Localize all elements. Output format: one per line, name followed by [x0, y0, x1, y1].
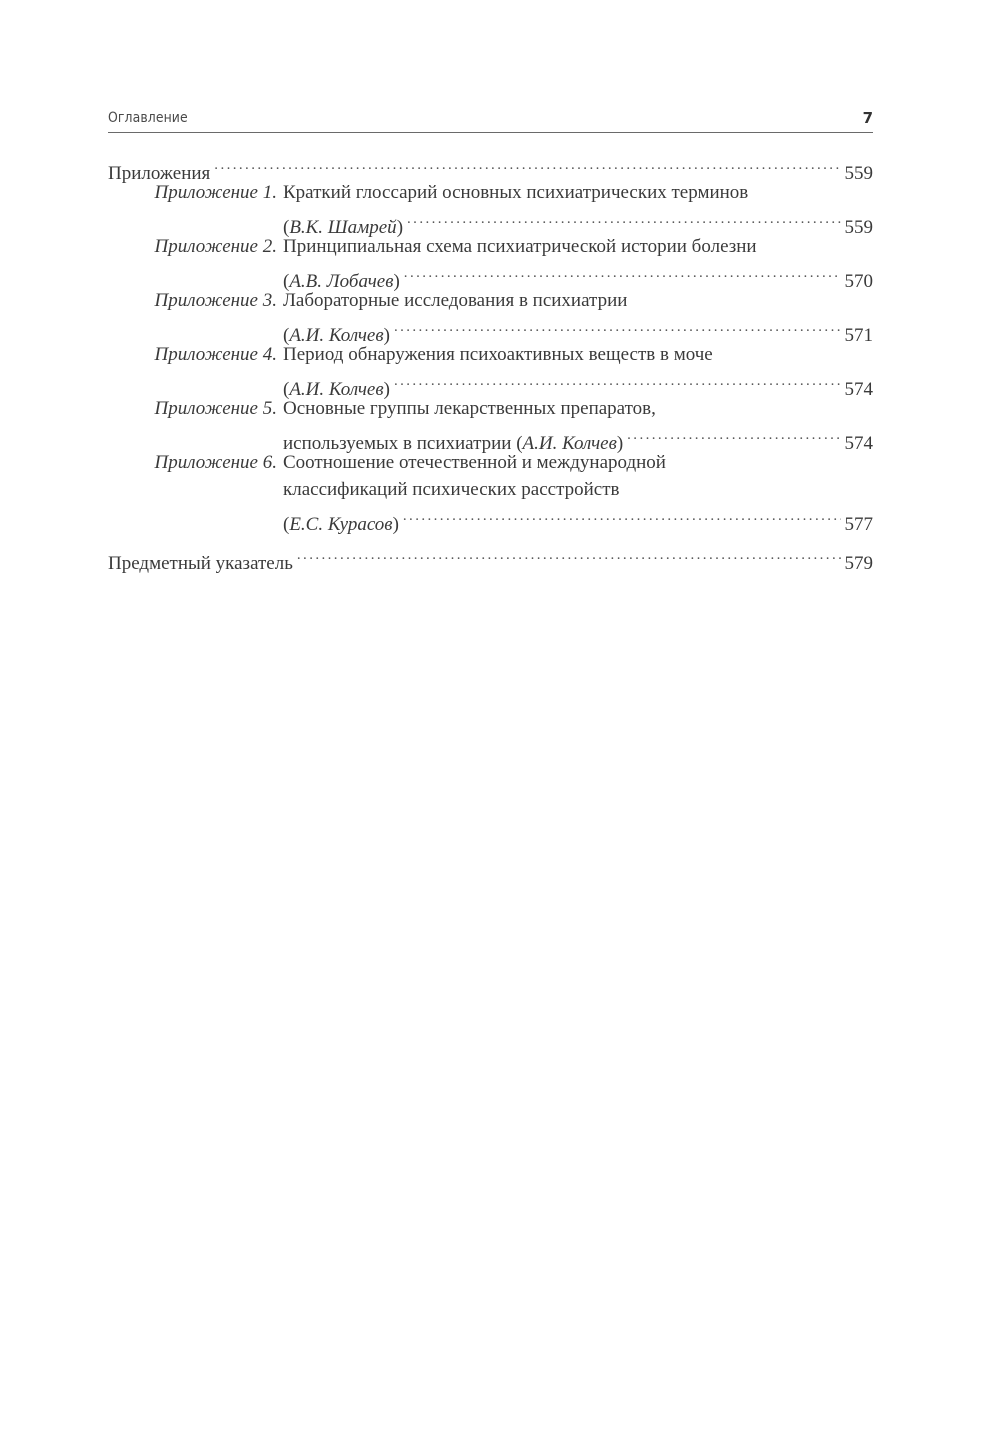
appendix-label: Приложение 4. — [154, 344, 277, 365]
toc-entry-index[interactable] — [108, 542, 873, 574]
toc-page-number: 574 — [844, 379, 873, 400]
appendix-title-line — [283, 341, 873, 368]
paren-open: ( — [283, 514, 290, 535]
paren-close: ) — [392, 514, 399, 535]
paren-open: ( — [283, 271, 290, 292]
appendix-title-line — [283, 233, 873, 260]
toc-entry-appendix-5[interactable] — [108, 395, 873, 454]
page-number: 7 — [862, 109, 873, 127]
toc-page-number: 579 — [844, 553, 873, 574]
toc-page-number: 570 — [844, 271, 873, 292]
appendix-title-continued: используемых в психиатрии ( — [283, 433, 523, 454]
appendix-author-line — [283, 314, 873, 346]
toc-page-number: 577 — [844, 514, 873, 535]
appendix-title-line — [283, 287, 873, 314]
paren-close: ) — [383, 379, 390, 400]
appendix-title-continued: классификаций психических расстройств — [283, 479, 620, 500]
appendix-body — [277, 179, 873, 238]
paren-close: ) — [616, 433, 624, 454]
toc-entry-appendix-4[interactable] — [108, 341, 873, 400]
running-header-title: Оглавление — [108, 110, 188, 126]
appendix-title-line — [283, 179, 873, 206]
appendix-author-line — [283, 422, 873, 454]
dot-leader — [297, 542, 841, 569]
paren-open: ( — [283, 379, 290, 400]
toc-entry-appendix-6[interactable] — [108, 449, 873, 535]
appendix-label: Приложение 2. — [154, 236, 277, 257]
appendix-title-line — [283, 395, 873, 422]
toc-page-number: 574 — [844, 433, 873, 454]
appendix-author-line — [283, 206, 873, 238]
dot-leader — [394, 314, 841, 341]
dot-leader — [214, 152, 840, 179]
dot-leader — [407, 206, 840, 233]
paren-open: ( — [283, 217, 290, 238]
appendix-body — [277, 395, 873, 454]
paren-close: ) — [383, 325, 390, 346]
appendix-title: Краткий глоссарий основных психиатрических терминов — [283, 182, 749, 203]
dot-leader — [394, 368, 841, 395]
appendix-author-line — [283, 503, 873, 535]
appendix-label: Приложение 5. — [154, 398, 277, 419]
appendix-label: Приложение 3. — [154, 290, 277, 311]
spacer — [108, 530, 873, 542]
appendix-title: Период обнаружения психоактивных веществ в моче — [283, 344, 713, 365]
toc-page-number: 559 — [844, 217, 873, 238]
appendix-title-line — [283, 449, 873, 476]
toc-page-number: 571 — [844, 325, 873, 346]
appendix-body — [277, 449, 873, 535]
appendix-author-line — [283, 368, 873, 400]
appendix-author-line — [283, 260, 873, 292]
appendix-author: А.И. Колчев — [289, 379, 384, 400]
appendix-label: Приложение 6. — [154, 452, 277, 473]
running-header — [108, 106, 873, 133]
appendix-author: А.И. Колчев — [289, 325, 384, 346]
paren-close: ) — [396, 217, 404, 238]
appendix-body — [277, 233, 873, 292]
paren-open: ( — [283, 325, 290, 346]
toc-entry-appendix-2[interactable] — [108, 233, 873, 292]
appendix-title-line-2 — [283, 476, 873, 503]
table-of-contents — [108, 152, 873, 574]
toc-entry-appendix-1[interactable] — [108, 179, 873, 238]
toc-entry-appendix-3[interactable] — [108, 287, 873, 346]
appendix-title: Основные группы лекарственных препаратов, — [283, 398, 656, 419]
paren-close: ) — [393, 271, 400, 292]
appendix-author: В.К. Шамрей — [289, 217, 397, 238]
appendix-title: Лабораторные исследования в психиатрии — [283, 290, 628, 311]
appendix-author: Е.С. Курасов — [289, 514, 393, 535]
dot-leader — [403, 503, 841, 530]
toc-entry-title: Предметный указатель — [108, 553, 293, 574]
appendix-body — [277, 287, 873, 346]
appendix-author: А.В. Лобачев — [289, 271, 394, 292]
toc-entry-title: Приложения — [108, 163, 211, 184]
toc-entry-appendices[interactable] — [108, 152, 873, 184]
appendix-author: А.И. Колчев — [522, 433, 617, 454]
appendix-title: Принципиальная схема психиатрической истории болезни — [283, 236, 757, 257]
appendix-label: Приложение 1. — [154, 182, 277, 203]
toc-page-number: 559 — [844, 163, 873, 184]
dot-leader — [627, 422, 840, 449]
dot-leader — [404, 260, 841, 287]
appendix-body — [277, 341, 873, 400]
appendix-title: Соотношение отечественной и международной — [283, 452, 666, 473]
